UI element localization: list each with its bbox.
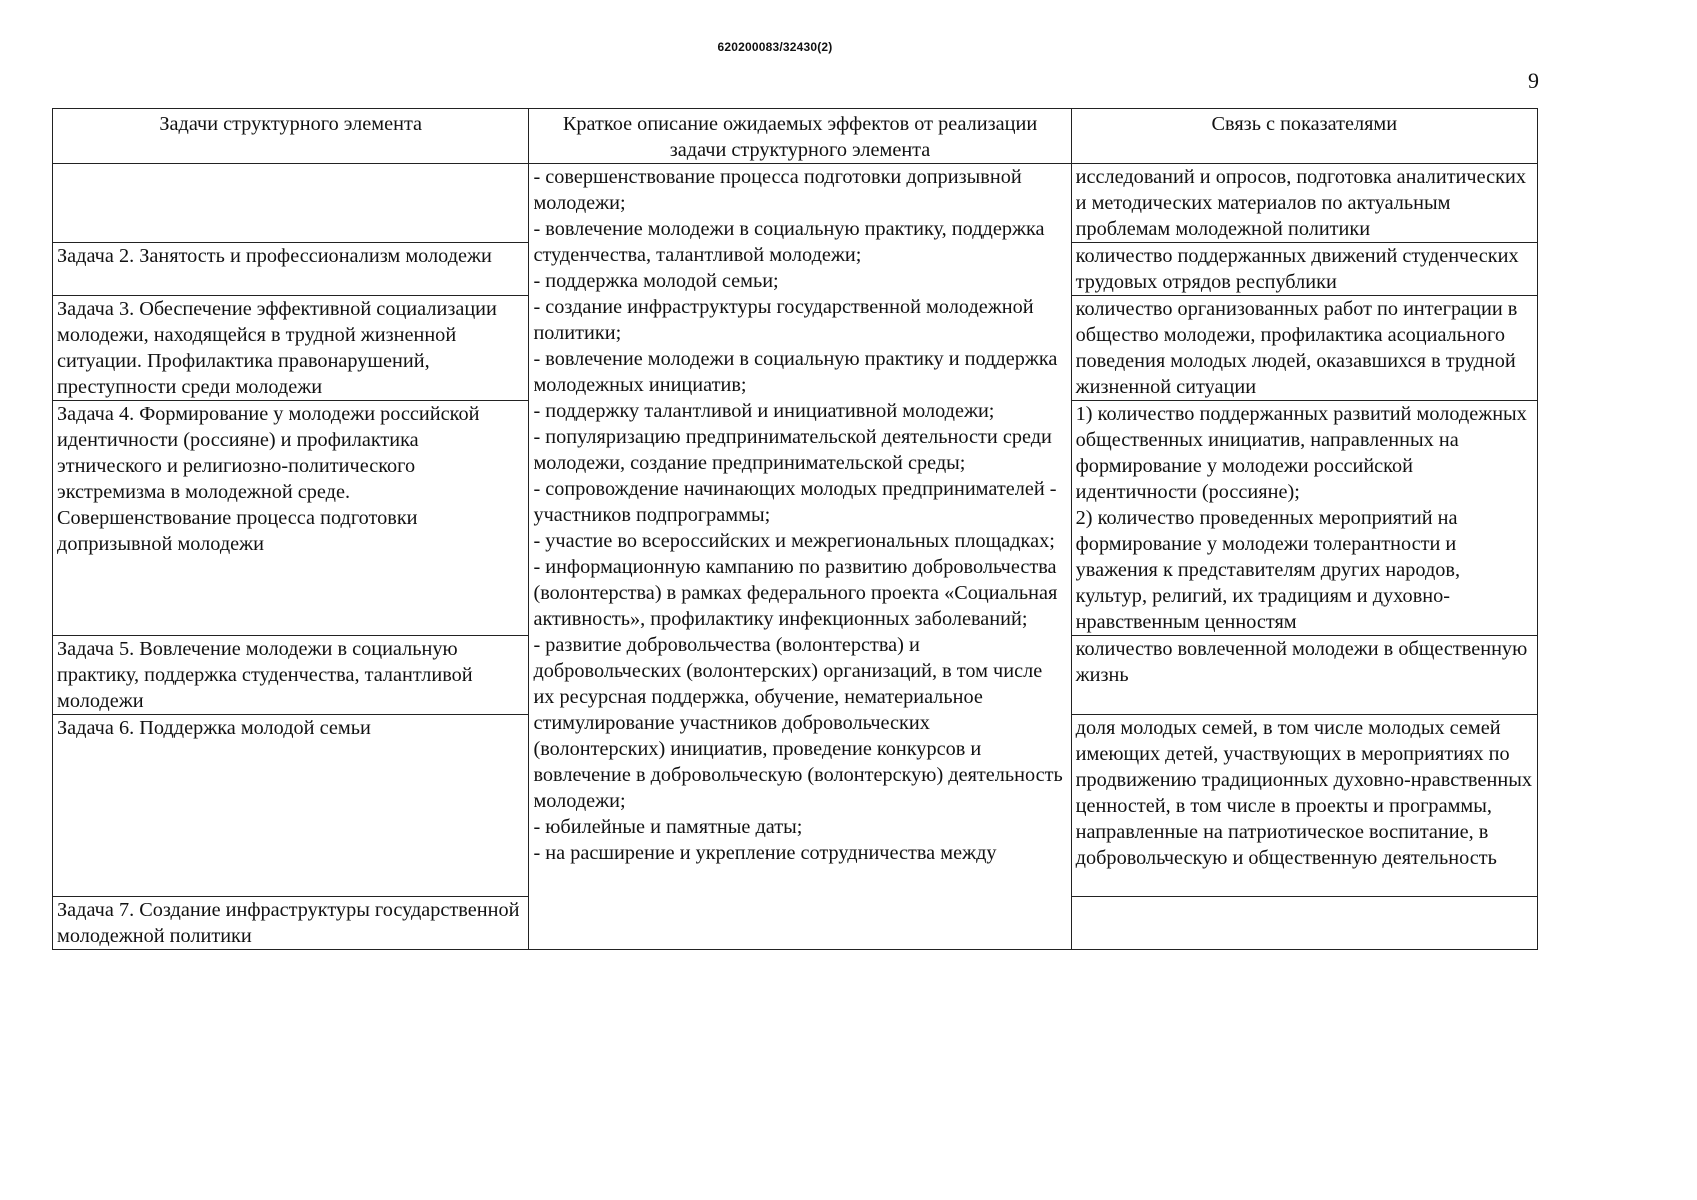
task-cell: Задача 3. Обеспечение эффективной социализации молодежи, находящейся в трудной жизненной ситуации. Профилактика правонарушений, преступности среди молодежи — [53, 296, 529, 401]
effect-item: - участие во всероссийских и межрегиональных площадках; — [533, 530, 1055, 552]
task-cell: Задача 7. Создание инфраструктуры государственной молодежной политики — [53, 897, 529, 950]
indicator-cell: исследований и опросов, подготовка аналитических и методических материалов по актуальным проблемам молодежной политики — [1071, 164, 1537, 243]
table-header-row — [53, 109, 1538, 164]
document-id: 620200083/32430(2) — [717, 40, 833, 54]
column-header-indicators: Связь с показателями — [1071, 109, 1537, 164]
effect-item: - развитие добровольчества (волонтерства) и добровольческих (волонтерских) организаций, в том числе их ресурсная поддержка, обучение, нематериальное стимулирование участников добровольческих (волонтерских) инициатив, проведение конкурсов и вовлечение в добровольческую (волонтерскую) деятельность молодежи; — [533, 634, 1063, 812]
column-header-effects: Краткое описание ожидаемых эффектов от реализации задачи структурного элемента — [529, 109, 1071, 164]
table-row — [53, 164, 1538, 243]
effect-item: - поддержку талантливой и инициативной молодежи; — [533, 400, 995, 422]
effects-cell — [529, 164, 1071, 950]
indicator-cell: количество вовлеченной молодежи в общественную жизнь — [1071, 636, 1537, 715]
indicator-cell — [1071, 897, 1537, 950]
task-cell: Задача 2. Занятость и профессионализм молодежи — [53, 243, 529, 296]
effect-item: - информационную кампанию по развитию добровольчества (волонтерства) в рамках федерального проекта «Социальная активность», профилактику инфекционных заболеваний; — [533, 556, 1058, 630]
effect-item: - совершенствование процесса подготовки допризывной молодежи; — [533, 166, 1022, 214]
effect-item: - популяризацию предпринимательской деятельности среди молодежи, создание предпринимательской среды; — [533, 426, 1052, 474]
indicator-item: 1) количество поддержанных развитий молодежных общественных инициатив, направленных на формирование у молодежи российской идентичности (россияне); — [1075, 403, 1527, 503]
task-cell: Задача 5. Вовлечение молодежи в социальную практику, поддержка студенчества, талантливой молодежи — [53, 636, 529, 715]
effect-item: - вовлечение молодежи в социальную практику, поддержка студенчества, талантливой молодежи; — [533, 218, 1045, 266]
task-cell: Задача 4. Формирование у молодежи российской идентичности (россияне) и профилактика этнического и религиозно-политического экстремизма в молодежной среде. Совершенствование процесса подготовки допризывной молодежи — [53, 401, 529, 636]
effect-item: - вовлечение молодежи в социальную практику и поддержка молодежных инициатив; — [533, 348, 1058, 396]
indicator-cell — [1071, 401, 1537, 636]
effect-item: - на расширение и укрепление сотрудничества между — [533, 842, 997, 864]
indicator-cell: доля молодых семей, в том числе молодых семей имеющих детей, участвующих в мероприятиях по продвижению традиционных духовно-нравственных ценностей, в том числе в проекты и программы, направленные на патриотическое воспитание, в добровольческую и общественную деятельность — [1071, 715, 1537, 897]
effect-item: - поддержка молодой семьи; — [533, 270, 779, 292]
page-number: 9 — [1528, 68, 1539, 93]
effect-item: - сопровождение начинающих молодых предпринимателей - участников подпрограммы; — [533, 478, 1057, 526]
effect-item: - создание инфраструктуры государственной молодежной политики; — [533, 296, 1034, 344]
task-cell — [53, 164, 529, 243]
task-cell: Задача 6. Поддержка молодой семьи — [53, 715, 529, 897]
indicator-cell: количество организованных работ по интеграции в общество молодежи, профилактика асоциального поведения молодых людей, оказавшихся в трудной жизненной ситуации — [1071, 296, 1537, 401]
tasks-table — [52, 108, 1538, 950]
indicator-cell: количество поддержанных движений студенческих трудовых отрядов республики — [1071, 243, 1537, 296]
column-header-tasks: Задачи структурного элемента — [53, 109, 529, 164]
effect-item: - юбилейные и памятные даты; — [533, 816, 803, 838]
indicator-item: 2) количество проведенных мероприятий на формирование у молодежи толерантности и уважения к представителям других народов, культур, религий, их традициям и духовно-нравственным ценностям — [1075, 507, 1461, 633]
